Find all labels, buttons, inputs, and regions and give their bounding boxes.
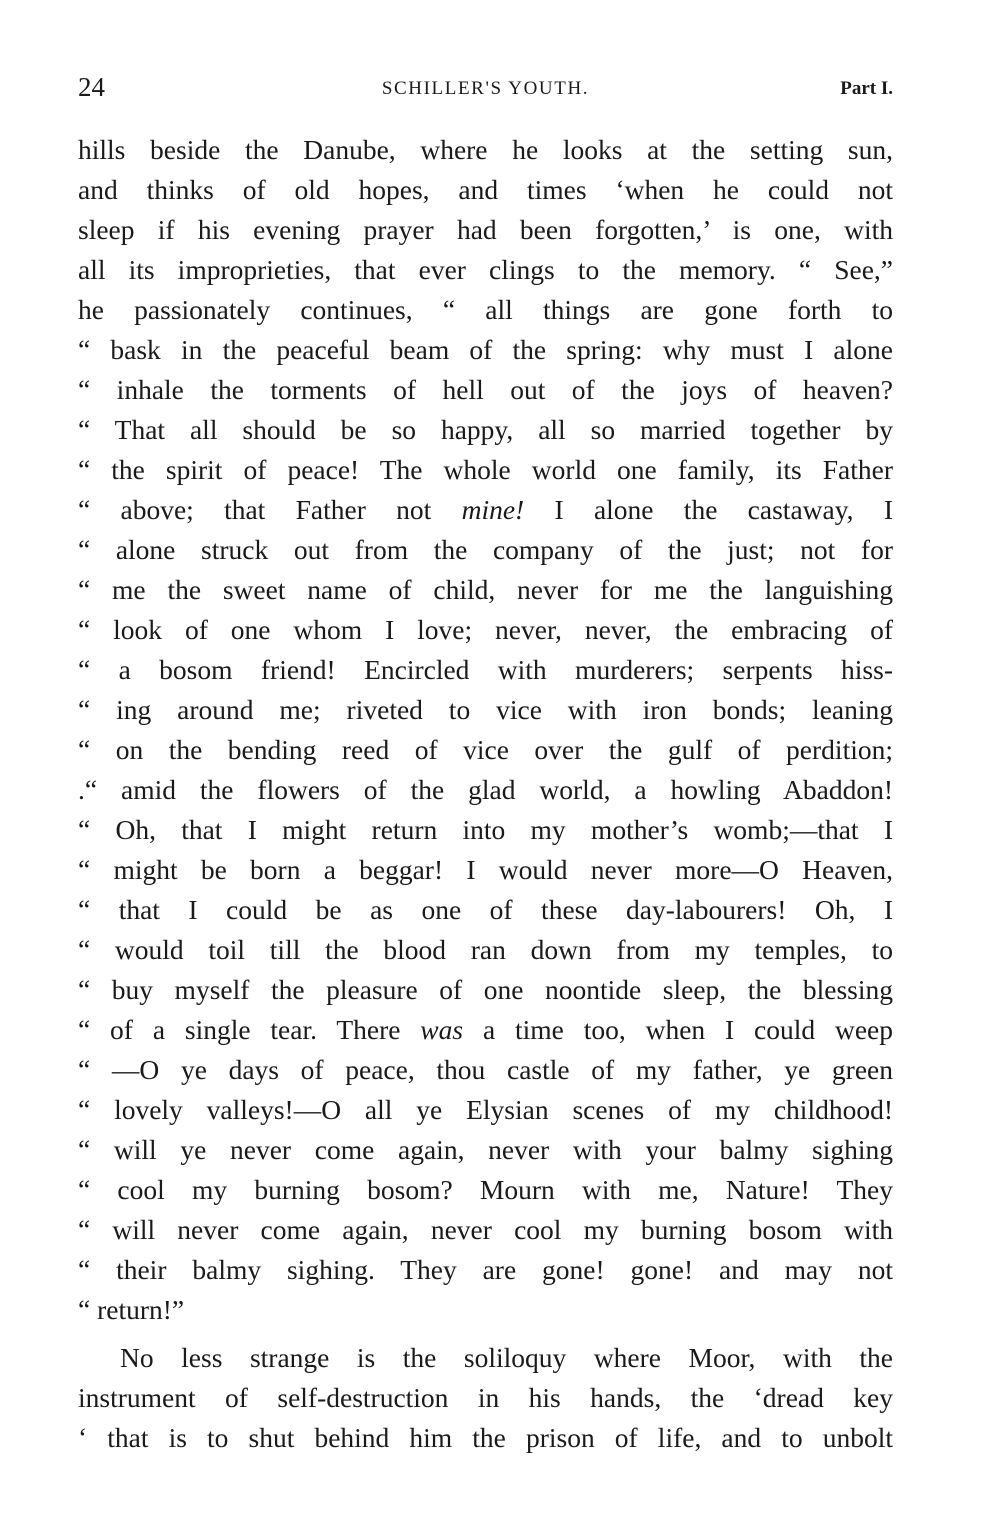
text-line: “ would toil till the blood ran down from my temples, to xyxy=(78,934,893,965)
page-header xyxy=(78,72,893,108)
text-line: sleep if his evening prayer had been forgotten,’ is one, with xyxy=(78,214,893,245)
text-line: “ inhale the torments of hell out of the joys of heaven? xyxy=(78,374,893,405)
paragraph xyxy=(78,130,893,1330)
body-text xyxy=(78,130,893,1458)
text-line: “ me the sweet name of child, never for me the languishing xyxy=(78,574,893,605)
text-line: “ will never come again, never cool my burning bosom with xyxy=(78,1214,893,1245)
text-line: hills beside the Danube, where he looks at the setting sun, xyxy=(78,134,893,165)
text-line: No less strange is the soliloquy where Moor, with the xyxy=(120,1342,893,1373)
text-segment: “ above; that Father not xyxy=(78,494,462,525)
text-segment: a time too, when I could weep xyxy=(463,1014,893,1045)
italic-emphasis: was xyxy=(420,1014,464,1045)
page-number: 24 xyxy=(78,72,105,102)
text-line: “ the spirit of peace! The whole world one family, its Father xyxy=(78,454,893,485)
text-line: “ bask in the peaceful beam of the spring: why must I alone xyxy=(78,334,893,365)
text-line: “ will ye never come again, never with your balmy sighing xyxy=(78,1134,893,1165)
text-line: and thinks of old hopes, and times ‘when he could not xyxy=(78,174,893,205)
text-line: “ that I could be as one of these day-labourers! Oh, I xyxy=(78,894,893,925)
text-segment: I alone the castaway, I xyxy=(524,494,893,525)
text-line: “ on the bending reed of vice over the gulf of perdition; xyxy=(78,734,893,765)
text-segment: “ of a single tear. There xyxy=(78,1014,421,1045)
paragraph xyxy=(78,1338,893,1458)
text-line: “ their balmy sighing. They are gone! gone! and may not xyxy=(78,1254,893,1285)
text-line-with-italic xyxy=(78,490,893,530)
text-line: “ a bosom friend! Encircled with murderers; serpents hiss- xyxy=(78,654,893,685)
text-line: instrument of self-destruction in his hands, the ‘dread key xyxy=(78,1382,893,1413)
text-line: he passionately continues, “ all things are gone forth to xyxy=(78,294,893,325)
text-line: “ look of one whom I love; never, never, the embracing of xyxy=(78,614,893,645)
text-line: “ Oh, that I might return into my mother’s womb;—that I xyxy=(78,814,893,845)
text-line: “ cool my burning bosom? Mourn with me, Nature! They xyxy=(78,1174,893,1205)
text-line-with-italic xyxy=(78,1010,893,1050)
text-line: “ might be born a beggar! I would never more—O Heaven, xyxy=(78,854,893,885)
part-label: Part I. xyxy=(840,78,893,99)
text-line: “ —O ye days of peace, thou castle of my father, ye green xyxy=(78,1054,893,1085)
text-line: “ alone struck out from the company of the just; not for xyxy=(78,534,893,565)
text-line: “ That all should be so happy, all so married together by xyxy=(78,414,893,445)
text-line: “ buy myself the pleasure of one noontide sleep, the blessing xyxy=(78,974,893,1005)
text-line: all its improprieties, that ever clings to the memory. “ See,” xyxy=(78,254,893,285)
text-line: “ ing around me; riveted to vice with iron bonds; leaning xyxy=(78,694,893,725)
paragraph-gap xyxy=(78,1330,893,1338)
text-line: ‘ that is to shut behind him the prison of life, and to unbolt xyxy=(78,1422,893,1453)
text-line: “ return!” xyxy=(78,1294,185,1325)
running-title: SCHILLER'S YOUTH. xyxy=(381,78,590,99)
text-line: “ lovely valleys!—O all ye Elysian scenes of my childhood! xyxy=(78,1094,893,1125)
text-line: .“ amid the flowers of the glad world, a howling Abaddon! xyxy=(78,774,893,805)
italic-emphasis: mine! xyxy=(461,494,525,525)
